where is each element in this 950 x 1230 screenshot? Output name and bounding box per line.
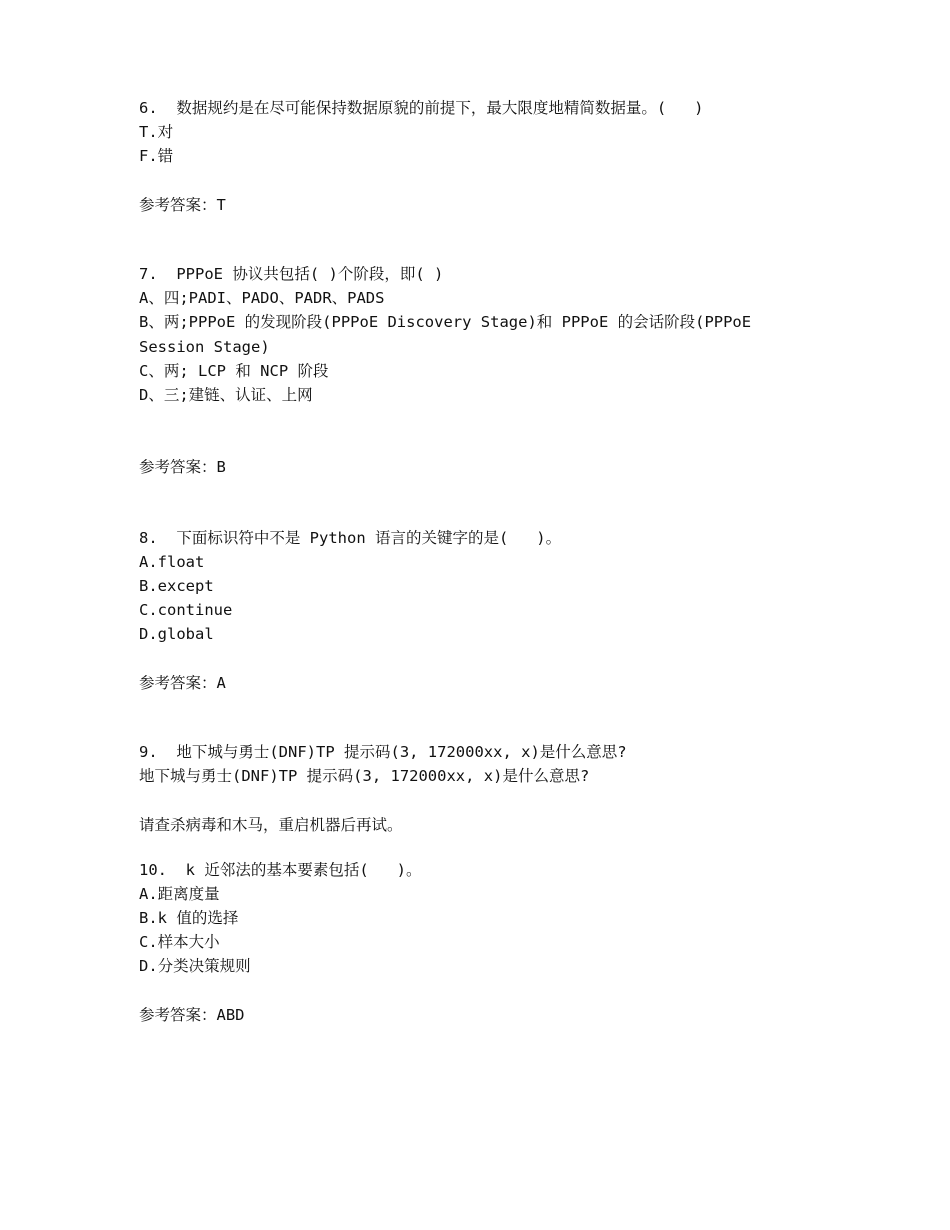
option: C.continue (139, 601, 233, 619)
option: B、两;PPPoE 的发现阶段(PPPoE Discovery Stage)和 PPPoE 的会话阶段(PPPoE (139, 313, 752, 331)
answer: 参考答案：T (139, 196, 226, 214)
answer: 参考答案：ABD (139, 1006, 245, 1024)
option: D、三;建链、认证、上网 (139, 386, 313, 404)
option-continuation: Session Stage) (139, 338, 270, 356)
answer: 请查杀病毒和木马，重启机器后再试。 (139, 816, 403, 834)
option: F.错 (139, 147, 174, 165)
question-repeat: 地下城与勇士(DNF)TP 提示码(3, 172000xx, x)是什么意思? (139, 767, 590, 785)
option: D.global (139, 625, 214, 643)
option: D.分类决策规则 (139, 957, 251, 975)
option: A.距离度量 (139, 885, 220, 903)
question-stem: 9. 地下城与勇士(DNF)TP 提示码(3, 172000xx, x)是什么意思? (139, 743, 627, 761)
question-stem: 7. PPPoE 协议共包括( )个阶段，即( ) (139, 265, 444, 283)
option: T.对 (139, 123, 174, 141)
question-stem: 6. 数据规约是在尽可能保持数据原貌的前提下，最大限度地精简数据量。( ) (139, 99, 704, 117)
option: A.float (139, 553, 205, 571)
option: C、两; LCP 和 NCP 阶段 (139, 362, 329, 380)
option: A、四;PADI、PADO、PADR、PADS (139, 289, 385, 307)
option: B.except (139, 577, 214, 595)
option: B.k 值的选择 (139, 909, 239, 927)
option: C.样本大小 (139, 933, 220, 951)
answer: 参考答案：B (139, 458, 226, 476)
question-stem: 8. 下面标识符中不是 Python 语言的关键字的是( )。 (139, 529, 562, 547)
question-stem: 10. k 近邻法的基本要素包括( )。 (139, 861, 422, 879)
answer: 参考答案：A (139, 674, 226, 692)
